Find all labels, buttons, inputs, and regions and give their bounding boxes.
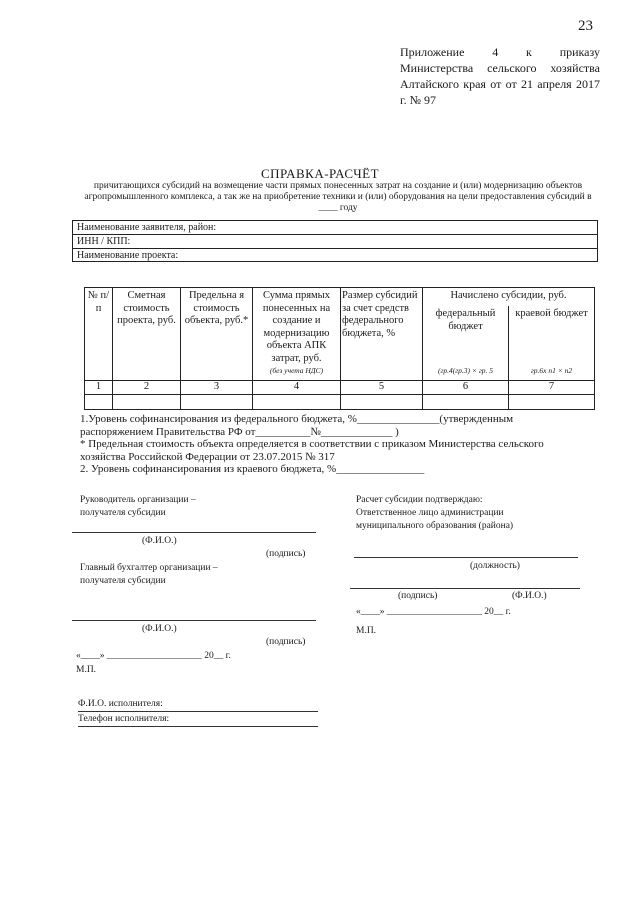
column-number: 7 [509,381,595,395]
official-sign-caption: (подпись) [398,591,438,601]
document-title: СПРАВКА-РАСЧЁТ [260,166,380,181]
official-label-2: муниципального образования (района) [356,521,514,531]
header-limit-cost: Предельна я стоимость объекта, руб.* [181,288,253,381]
federal-formula: (гр.4(гр.3) × гр. 5 [437,365,494,375]
inn-kpp-row [73,235,597,249]
right-date-line: «____» ____________________ 20__ г. [356,607,511,617]
accountant-sign-caption: (подпись) [266,637,306,647]
executor-phone-line [78,726,318,727]
head-sign-caption: (подпись) [266,549,306,559]
right-stamp-label: М.П. [356,626,377,636]
column-number: 1 [85,381,113,395]
accountant-label-2: получателя субсидии [80,576,166,586]
header-direct-costs: Сумма прямых понесенных на создание и модернизацию объекта АПК затрат, руб. (без учета НДС) [253,288,341,381]
header-accrued: Начислено субсидии, руб. [423,288,595,307]
left-stamp-label: М.П. [76,665,97,675]
accountant-label: Главный бухгалтер организации – [80,563,218,573]
table-header-row [85,288,595,307]
vat-note: (без учета НДС) [269,366,324,375]
page-number: 23 [578,18,593,34]
calculation-table [84,287,595,410]
head-fio-caption: (Ф.И.О.) [142,536,177,546]
project-name-row [73,249,597,262]
appendix-reference: Приложение 4 к приказу Министерства сельского хозяйства Алтайского края от от 21 апреля 2017 г. № 97 [400,45,600,107]
limit-cost-note-line: * Предельная стоимость объекта определяется в соответствии с приказом Министерства сельского [80,438,544,450]
government-order-line: распоряжением Правительства РФ от__________№_____________ ) [80,425,399,438]
executor-phone-label: Телефон исполнителя: [78,714,170,724]
applicant-name-row [73,221,597,235]
column-number: 6 [423,381,509,395]
official-fio-caption: (Ф.И.О.) [512,591,547,601]
left-date-line: «____» ____________________ 20__ г. [76,651,231,661]
footnotes [80,413,610,476]
official-signature-line [350,588,580,589]
executor-name-line [78,711,318,712]
inn-kpp-label: ИНН / КПП: [77,236,131,247]
limit-cost-order-line: хозяйства Российской Федерации от 23.07.2015 № 317 [80,450,335,463]
column-number: 2 [113,381,181,395]
accountant-signature-line [72,620,316,621]
project-name-label: Наименование проекта: [77,250,179,261]
head-signature-line [72,532,316,533]
position-caption: (должность) [470,561,520,571]
header-estimated-cost: Сметная стоимость проекта, руб. [113,288,181,381]
column-number: 5 [341,381,423,395]
head-label-2: получателя субсидии [80,508,166,518]
header-federal-percent: Размер субсидий за счет средств федерального бюджета, % [341,288,423,381]
position-line [354,557,578,558]
header-number: № п/п [85,288,113,381]
applicant-name-label: Наименование заявителя, район: [77,222,217,233]
federal-cofinancing-line: 1.Уровень софинансирования из федерального бюджета, %_______________(утвержденным [80,413,514,425]
regional-cofinancing-line: 2. Уровень софинансирования из краевого бюджета, %________________ [80,463,425,475]
applicant-info-box [72,220,598,262]
header-regional-budget: краевой бюджет гр.6х n1 × n2 [509,306,595,381]
header-federal-budget: федеральный бюджет (гр.4(гр.3) × гр. 5 [423,306,509,381]
column-number: 3 [181,381,253,395]
table-empty-row [85,395,595,410]
accountant-fio-caption: (Ф.И.О.) [142,624,177,634]
column-numbers-row [85,381,595,395]
column-number: 4 [253,381,341,395]
regional-formula: гр.6х n1 × n2 [530,365,573,375]
confirm-label: Расчет субсидии подтверждаю: [356,495,483,505]
document-subtitle: причитающихся субсидий на возмещение части прямых понесенных затрат на создание и (или) модернизацию объектов агропромышленного комплекса, а так же на приобретение техники и (или) оборудования на цели предоставления субсидий в ____ году [84,181,592,213]
head-label: Руководитель организации – [80,495,196,505]
official-label-1: Ответственное лицо администрации [356,508,504,518]
executor-name-label: Ф.И.О. исполнителя: [78,699,163,709]
